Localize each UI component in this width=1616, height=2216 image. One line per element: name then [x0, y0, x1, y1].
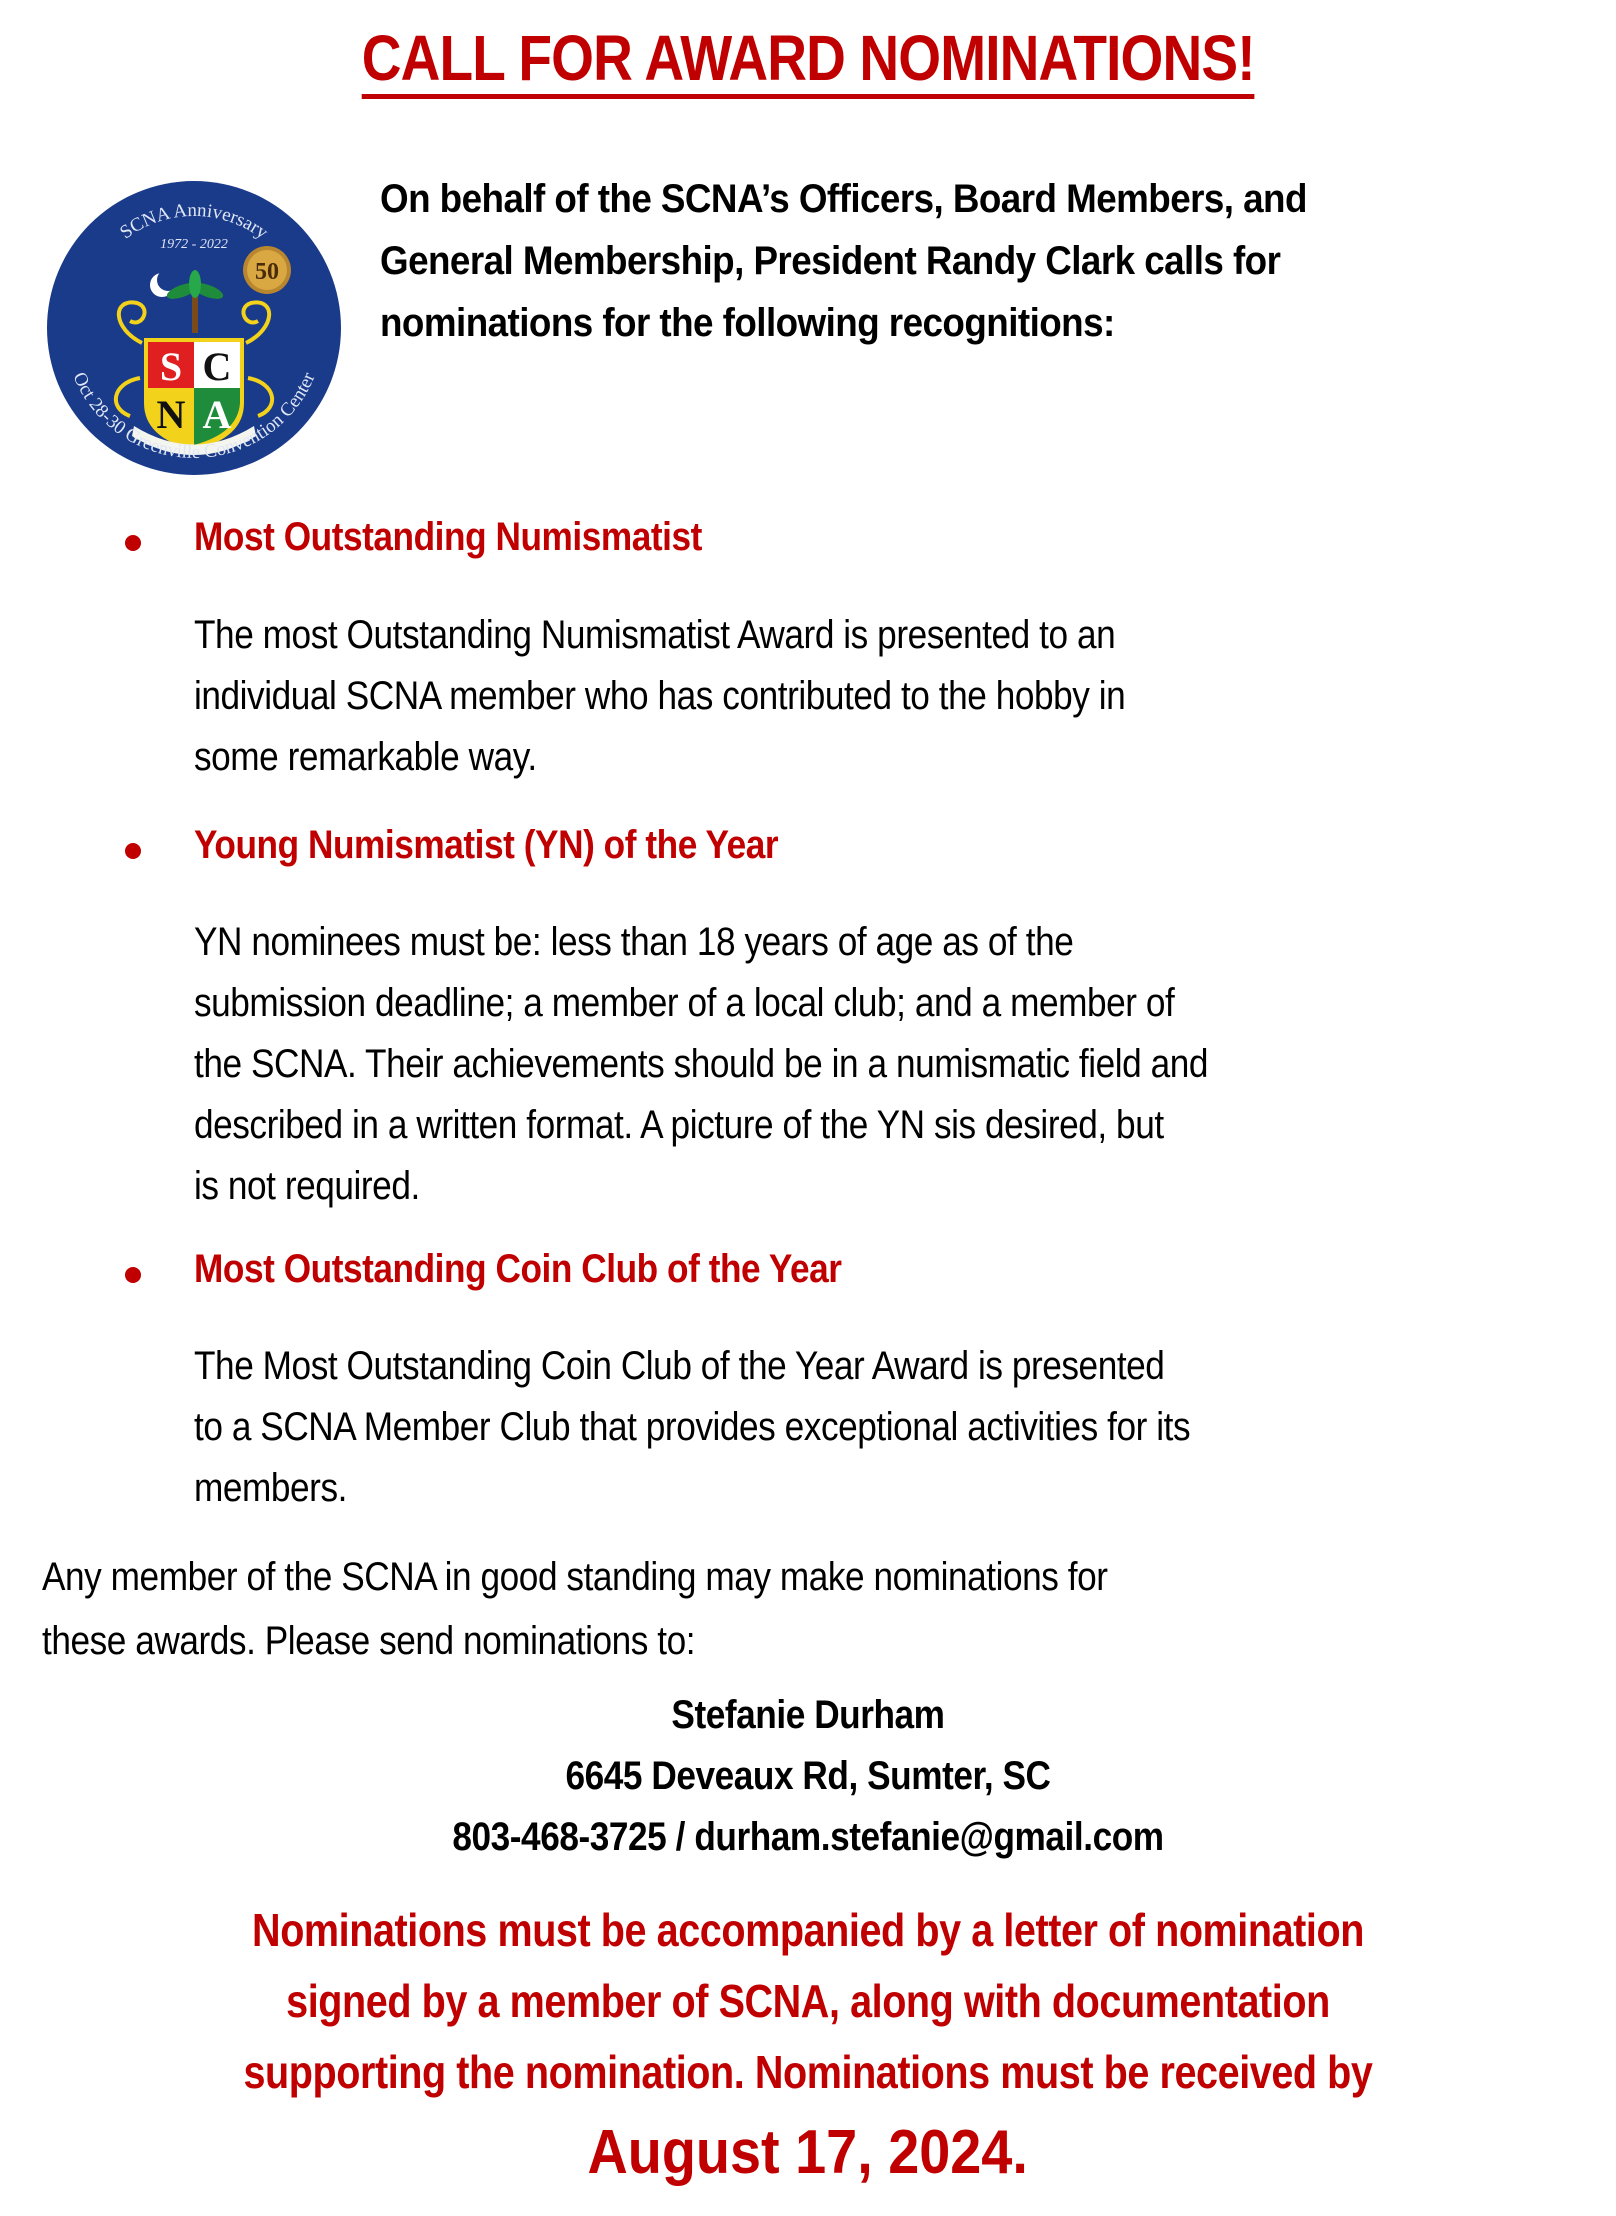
award-title: Young Numismatist (YN) of the Year [194, 823, 779, 867]
contact-name: Stefanie Durham [671, 1693, 945, 1737]
fifty-badge-icon [243, 246, 291, 294]
award-description-line: submission deadline; a member of a local club; and a member of [194, 981, 1175, 1025]
svg-text:C: C [202, 344, 232, 389]
bullet-icon [125, 843, 141, 859]
scna-anniversary-logo [42, 178, 346, 478]
award-description-line: is not required. [194, 1164, 420, 1208]
eligibility-paragraph [42, 1545, 1253, 1673]
intro-line: General Membership, President Randy Clark calls for [380, 239, 1281, 283]
award-description-line: the SCNA. Their achievements should be in a numismatic field and [194, 1042, 1209, 1086]
requirements-line: signed by a member of SCNA, along with documentation [286, 1975, 1330, 2027]
page-title: CALL FOR AWARD NOMINATIONS! [361, 22, 1254, 99]
award-description [194, 605, 1252, 788]
award-description [194, 912, 1346, 1217]
svg-text:1972 - 2022: 1972 - 2022 [160, 237, 228, 252]
svg-text:SCNA Anniversary: SCNA Anniversary [116, 199, 272, 244]
award-description-line: individual SCNA member who has contributed to the hobby in [194, 674, 1126, 718]
page-title-wrap [0, 22, 1616, 99]
deadline-wrap [0, 2118, 1616, 2188]
intro-paragraph [380, 168, 1560, 354]
bullet-icon [125, 1267, 141, 1283]
svg-text:Oct 28-30 Greenville Conventio: Oct 28-30 Greenville Convention Center [68, 369, 320, 464]
eligibility-line: these awards. Please send nominations to: [42, 1619, 696, 1663]
eligibility-line: Any member of the SCNA in good standing may make nominations for [42, 1555, 1108, 1599]
award-description-line: The Most Outstanding Coin Club of the Year Award is presented [194, 1344, 1165, 1388]
requirements-note [0, 1895, 1616, 2108]
award-description-line: The most Outstanding Numismatist Award is presented to an [194, 613, 1116, 657]
intro-line: On behalf of the SCNA’s Officers, Board Members, and [380, 177, 1307, 221]
award-description [194, 1336, 1326, 1519]
contact-phone-email: 803-468-3725 / durham.stefanie@gmail.com [452, 1815, 1164, 1859]
contact-address: 6645 Deveaux Rd, Sumter, SC [565, 1754, 1051, 1798]
award-description-line: YN nominees must be: less than 18 years of age as of the [194, 920, 1074, 964]
award-description-line: some remarkable way. [194, 735, 537, 779]
contact-block [0, 1685, 1616, 1868]
award-title: Most Outstanding Numismatist [194, 515, 702, 559]
svg-text:S: S [159, 344, 183, 389]
svg-text:50: 50 [255, 259, 279, 285]
svg-text:N: N [156, 392, 186, 437]
award-description-line: to a SCNA Member Club that provides exceptional activities for its [194, 1405, 1191, 1449]
deadline-date: August 17, 2024. [587, 2118, 1029, 2187]
svg-text:A: A [202, 392, 232, 437]
award-title: Most Outstanding Coin Club of the Year [194, 1247, 842, 1291]
requirements-line: supporting the nomination. Nominations must be received by [243, 2046, 1373, 2098]
requirements-line: Nominations must be accompanied by a letter of nomination [252, 1904, 1364, 1956]
scna-shield-icon [144, 338, 244, 450]
award-description-line: described in a written format. A picture of the YN sis desired, but [194, 1103, 1164, 1147]
intro-line: nominations for the following recognitions: [380, 301, 1115, 345]
award-description-line: members. [194, 1466, 347, 1510]
bullet-icon [125, 535, 141, 551]
